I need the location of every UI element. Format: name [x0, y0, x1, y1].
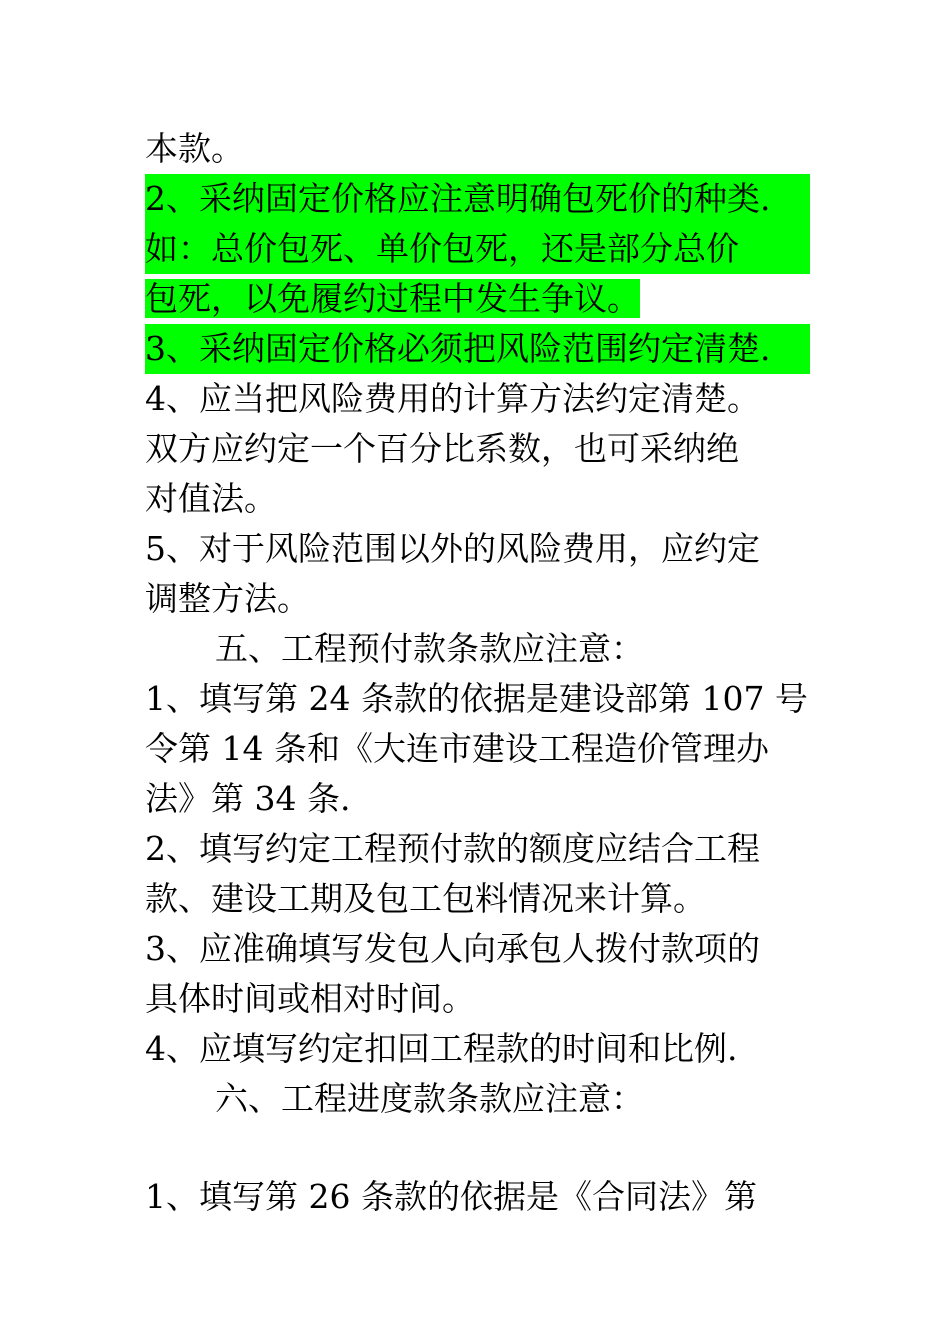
highlighted-text-line: 包死，以免履约过程中发生争议。 [145, 279, 640, 318]
text-line: 对值法。 [145, 479, 277, 518]
text-line: 法》第 34 条. [145, 779, 351, 818]
text-line: 3、应准确填写发包人向承包人拨付款项的 [145, 929, 760, 968]
text-line: 5、对于风险范围以外的风险费用，应约定 [145, 529, 760, 568]
text-line: 调整方法。 [145, 579, 310, 618]
section-heading: 五、工程预付款条款应注意： [215, 629, 644, 668]
section-heading: 六、工程进度款条款应注意： [215, 1079, 644, 1118]
text-line: 4、应当把风险费用的计算方法约定清楚。 [145, 379, 760, 418]
text-line: 令第 14 条和《大连市建设工程造价管理办 [145, 729, 769, 768]
text-line: 1、填写第 26 条款的依据是《合同法》第 [145, 1177, 757, 1216]
text-line: 具体时间或相对时间。 [145, 979, 475, 1018]
highlighted-text-line: 3、采纳固定价格必须把风险范围约定清楚. [145, 324, 810, 374]
text-line: 1、填写第 24 条款的依据是建设部第 107 号 [145, 679, 808, 718]
highlighted-text-line: 如：总价包死、单价包死，还是部分总价 [145, 224, 810, 274]
text-line: 款、建设工期及包工包料情况来计算。 [145, 879, 706, 918]
text-line: 双方应约定一个百分比系数，也可采纳绝 [145, 429, 739, 468]
text-line: 4、应填写约定扣回工程款的时间和比例. [145, 1029, 738, 1068]
text-line: 2、填写约定工程预付款的额度应结合工程 [145, 829, 760, 868]
highlighted-text-line: 2、采纳固定价格应注意明确包死价的种类. [145, 174, 810, 224]
text-line: 本款。 [145, 129, 244, 168]
